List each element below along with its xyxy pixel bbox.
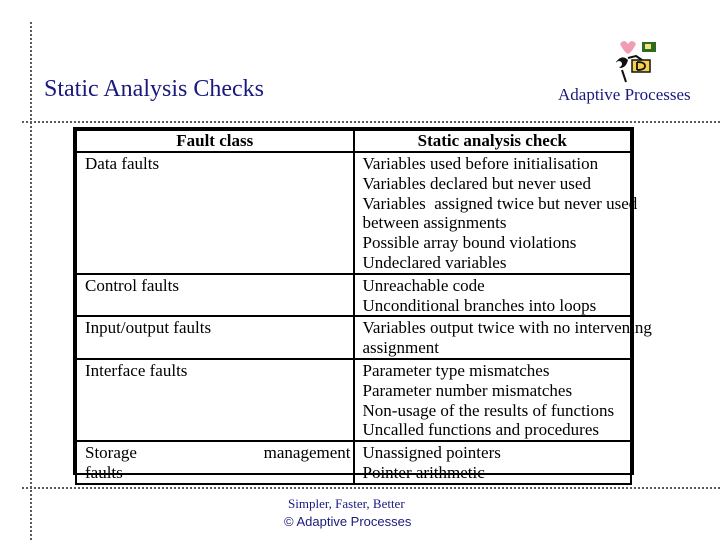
check-item: between assignments <box>362 213 507 233</box>
check-item: Possible array bound violations <box>362 233 577 253</box>
fault-class-cell <box>76 274 354 317</box>
check-item: Unconditional branches into loops <box>362 295 597 315</box>
table-row <box>76 316 631 359</box>
table-row <box>76 441 631 484</box>
table-row <box>76 359 631 441</box>
checks-cell <box>354 359 632 441</box>
bottom-dotted-rule <box>22 487 720 489</box>
fault-class-label: Input/output faults <box>85 318 212 338</box>
brand-name: Adaptive Processes <box>558 85 691 104</box>
fault-class-word: faults <box>85 462 123 482</box>
check-item: Variables declared but never used <box>362 173 591 193</box>
fault-class-label: Data faults <box>85 154 160 173</box>
fault-table <box>75 129 652 485</box>
check-item: Unassigned pointers <box>362 443 501 463</box>
checks-cell <box>354 441 632 484</box>
slide-title: Static Analysis Checks <box>44 76 264 102</box>
check-item: Variables assigned twice but never used <box>362 193 638 213</box>
left-dotted-rule <box>30 22 32 540</box>
check-item: Unreachable code <box>362 275 485 295</box>
check-item: assignment <box>362 338 439 358</box>
table-row <box>76 274 631 317</box>
footer-slogan: Simpler, Faster, Better <box>288 496 405 511</box>
footer-copyright: © Adaptive Processes <box>284 514 412 529</box>
fault-class-cell <box>76 441 354 484</box>
fault-class-word: management <box>263 443 351 463</box>
header-fault-class: Fault class <box>76 130 354 152</box>
checks-cell <box>354 152 638 274</box>
fault-class-word: Storage <box>85 443 137 463</box>
check-item: Variables used before initialisation <box>362 154 599 173</box>
check-item: Pointer arithmetic <box>362 462 485 482</box>
static-analysis-table <box>73 127 652 482</box>
check-item: Parameter number mismatches <box>362 380 573 400</box>
checks-cell <box>354 316 652 359</box>
check-item: Uncalled functions and procedures <box>362 420 599 440</box>
pencil-and-flower-logo-icon <box>606 36 660 84</box>
table-header-row <box>76 130 631 152</box>
header-static-analysis-check: Static analysis check <box>354 130 632 152</box>
checks-cell <box>354 274 632 317</box>
table-row <box>76 152 631 274</box>
fault-class-label-line <box>85 443 351 463</box>
fault-class-label: Interface faults <box>85 360 188 380</box>
top-dotted-rule <box>22 121 720 123</box>
fault-class-cell <box>76 316 354 359</box>
check-item: Non-usage of the results of functions <box>362 400 615 420</box>
check-item: Variables output twice with no intervening <box>362 318 652 338</box>
check-item: Undeclared variables <box>362 252 507 272</box>
fault-class-cell <box>76 359 354 441</box>
fault-class-label: Control faults <box>85 275 179 295</box>
fault-class-cell <box>76 152 354 274</box>
check-item: Parameter type mismatches <box>362 360 550 380</box>
